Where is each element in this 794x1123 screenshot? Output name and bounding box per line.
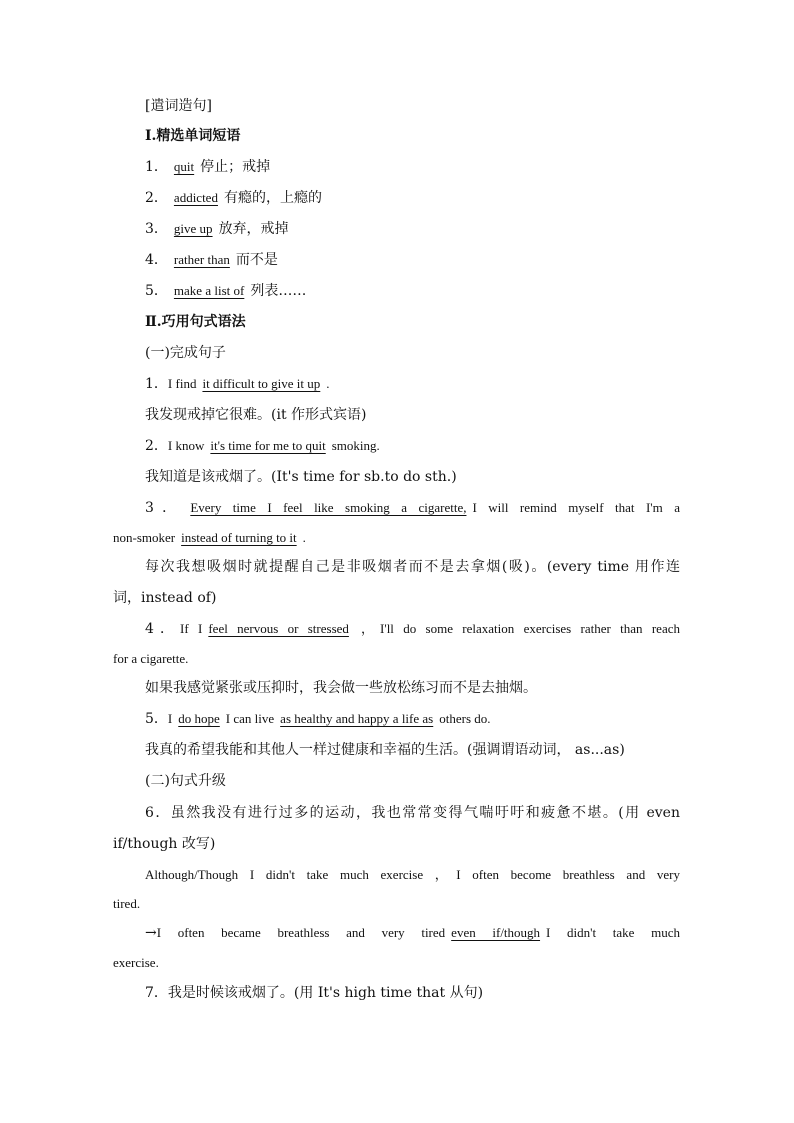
question-5: 5．I do hope I can live as healthy and happy a life as others do.	[145, 711, 491, 727]
answer-give-up: give up	[173, 221, 213, 236]
vocab-item-1: 1． quit 停止；戒掉	[145, 159, 271, 175]
answer-blank: even if/though	[451, 925, 541, 940]
answer-blank: Every time I feel like smoking a cigarette,	[190, 500, 467, 515]
answer-blank: do hope	[178, 711, 220, 726]
question-3-translation-cont: 词，instead of)	[113, 590, 217, 606]
answer-make-a-list-of: make a list of	[173, 283, 245, 298]
vocab-item-3: 3． give up 放弃，戒掉	[145, 221, 289, 237]
answer-quit: quit	[173, 159, 195, 174]
question-3-translation: 每次我想吸烟时就提醒自己是非吸烟者而不是去拿烟(吸)。(every time 用作连	[145, 559, 680, 575]
question-3-continued: non-smoker instead of turning to it .	[113, 530, 306, 545]
question-6-rewrite-cont: exercise.	[113, 955, 159, 970]
question-6: 6．虽然我没有进行过多的运动，我也常常变得气喘吁吁和疲惫不堪。(用 even	[145, 805, 680, 821]
answer-blank: it's time for me to quit	[210, 438, 326, 453]
answer-blank: as healthy and happy a life as	[280, 711, 434, 726]
answer-rather-than: rather than	[173, 252, 230, 267]
section1-title: Ⅰ.精选单词短语	[145, 128, 241, 144]
question-4-continued: for a cigarette.	[113, 651, 189, 666]
question-6-instruction-cont: if/though 改写)	[113, 836, 216, 852]
question-5-translation: 我真的希望我能和其他人一样过健康和幸福的生活。(强调谓语动词， as...as)	[145, 742, 625, 758]
question-3: 3． Every time I feel like smoking a cigarette, I will remind myself that I'm a	[145, 500, 680, 516]
vocab-item-2: 2． addicted 有瘾的，上瘾的	[145, 190, 322, 206]
subsection-sentence-upgrade: (二)句式升级	[145, 773, 226, 789]
question-6-original: Although/Though I didn't take much exercise ，I often become breathless and very	[145, 867, 680, 882]
question-6-original-cont: tired.	[113, 896, 141, 911]
vocab-item-5: 5． make a list of 列表……	[145, 283, 307, 299]
answer-blank: it difficult to give it up	[202, 376, 321, 391]
answer-addicted: addicted	[173, 190, 218, 205]
answer-blank: feel nervous or stressed	[208, 621, 349, 636]
section-header: [遣词造句]	[145, 98, 212, 114]
section2-title: Ⅱ.巧用句式语法	[145, 314, 246, 330]
question-4-translation: 如果我感觉紧张或压抑时，我会做一些放松练习而不是去抽烟。	[145, 680, 537, 696]
question-6-rewrite: →I often became breathless and very tired even if/though I didn't take much	[145, 925, 680, 941]
question-7: 7．我是时候该戒烟了。(用 It's high time that 从句)	[145, 985, 484, 1001]
question-1: 1．I find it difficult to give it up .	[145, 376, 330, 392]
question-2-translation: 我知道是该戒烟了。(It's time for sb.to do sth.)	[145, 469, 457, 485]
arrow-icon: →	[145, 925, 157, 941]
question-4: 4．If I feel nervous or stressed ，I'll do some relaxation exercises rather than reach	[145, 621, 680, 637]
subsection-complete-sentences: (一)完成句子	[145, 345, 226, 361]
question-1-translation: 我发现戒掉它很难。(it 作形式宾语)	[145, 407, 367, 423]
vocab-item-4: 4． rather than 而不是	[145, 252, 278, 268]
answer-blank: instead of turning to it	[181, 530, 297, 545]
question-2: 2．I know it's time for me to quit smoking.	[145, 438, 380, 454]
